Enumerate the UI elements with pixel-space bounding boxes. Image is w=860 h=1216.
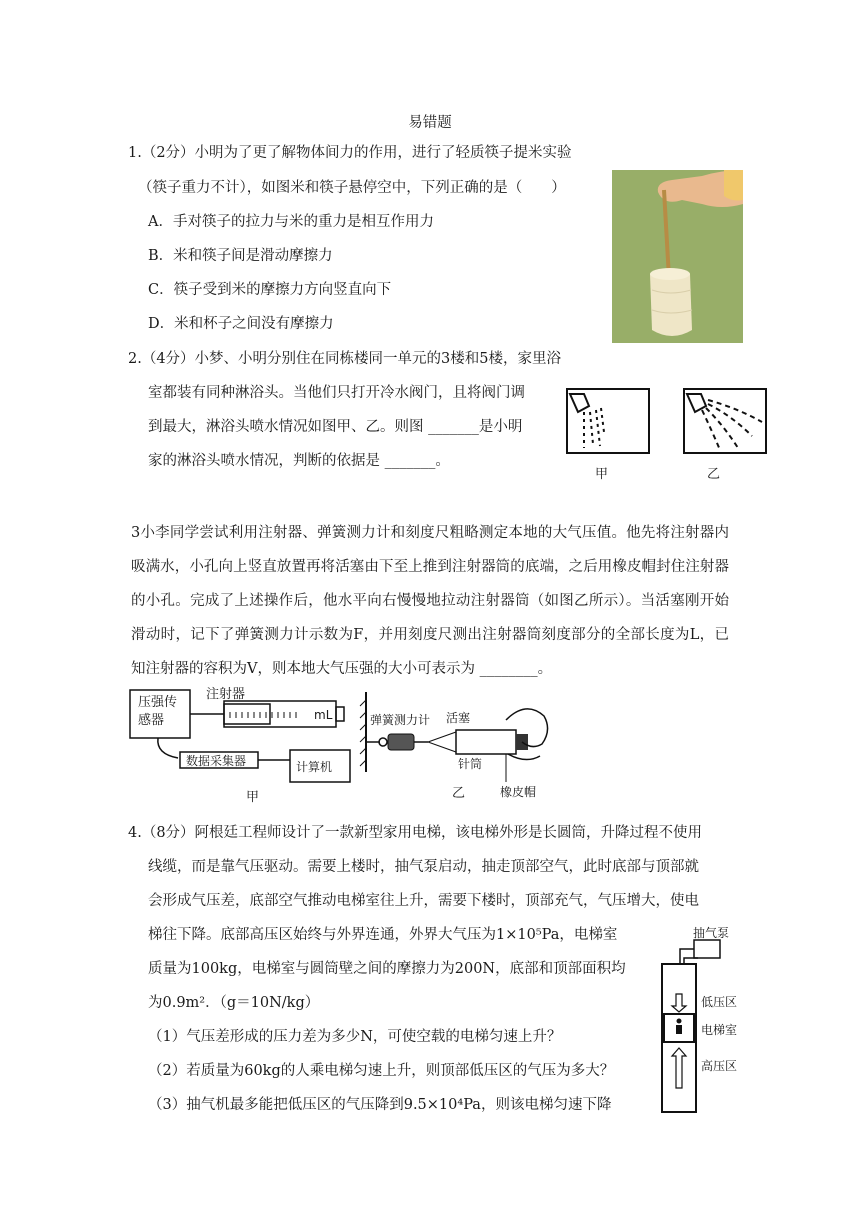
- syringe-label: 注射器: [206, 687, 246, 702]
- page-title: 易错题: [408, 115, 452, 131]
- chopstick-rice-photo: [612, 170, 743, 343]
- barrel-label: 针筒: [458, 757, 483, 771]
- spring-scale-label: 弹簧测力计: [370, 713, 431, 727]
- q2-line3: 到最大，淋浴头喷水情况如图甲、乙。则图 _______是小明: [148, 419, 523, 435]
- q4-sub3: （3）抽气机最多能把低压区的气压降到9.5×10⁴Pa，则该电梯匀速下降: [148, 1097, 612, 1113]
- pump-label: 抽气泵: [693, 926, 730, 940]
- data-collector-label: 数据采集器: [186, 754, 247, 768]
- fig-yi-label: 乙: [452, 786, 466, 801]
- fig-jia-label: 甲: [246, 790, 260, 805]
- computer-label: 计算机: [296, 760, 333, 774]
- ml-unit-label: mL: [314, 708, 333, 722]
- q1-stem-line2: （筷子重力不计），如图米和筷子悬停空中，下列正确的是（ ）: [138, 180, 566, 196]
- q2-line4: 家的淋浴头喷水情况，判断的依据是 _______。: [148, 453, 450, 469]
- q1-stem-line1: 1.（2分）小明为了更了解物体间力的作用，进行了轻质筷子提米实验: [128, 145, 572, 161]
- q1-option-d: D．米和杯子之间没有摩擦力: [148, 316, 334, 332]
- q2-line1: 2.（4分）小梦、小明分别住在同栋楼同一单元的3楼和5楼，家里浴: [128, 351, 562, 367]
- syringe-spring-figure: [356, 690, 556, 802]
- shower-label-jia: 甲: [595, 467, 609, 482]
- q4-line6: 为0.9m²．（g＝10N/kg）: [148, 995, 320, 1011]
- piston-label: 活塞: [446, 711, 471, 725]
- q4-line5: 质量为100kg，电梯室与圆筒壁之间的摩擦力为200N，底部和顶部面积均: [148, 961, 626, 977]
- elevator-figure: [652, 920, 752, 1120]
- low-pressure-label: 低压区: [701, 995, 738, 1009]
- shower-figure: [562, 386, 767, 486]
- rubber-cap-label: 橡皮帽: [500, 785, 537, 799]
- q1-option-c: C．筷子受到米的摩擦力方向竖直向下: [148, 282, 392, 298]
- high-pressure-label: 高压区: [701, 1059, 738, 1073]
- q4-line4: 梯往下降。底部高压区始终与外界连通，外界大气压为1×10⁵Pa，电梯室: [148, 927, 618, 943]
- q4-line1: 4.（8分）阿根廷工程师设计了一款新型家用电梯，该电梯外形是长圆筒，升降过程不使用: [128, 825, 703, 841]
- pressure-sensor-label: 压强传感器: [138, 695, 178, 728]
- q1-option-b: B．米和筷子间是滑动摩擦力: [148, 248, 333, 264]
- q4-line3: 会形成气压差，底部空气推动电梯室往上升，需要下楼时，顶部充气，气压增大，使电: [148, 893, 699, 909]
- q1-option-a: A．手对筷子的拉力与米的重力是相互作用力: [148, 214, 434, 230]
- syringe-sensor-figure: [128, 688, 356, 810]
- q4-sub2: （2）若质量为60kg的人乘电梯匀速上升，则顶部低压区的气压为多大？: [148, 1063, 615, 1079]
- elevator-room-label: 电梯室: [701, 1023, 738, 1037]
- q2-line2: 室都装有同种淋浴头。当他们只打开冷水阀门，且将阀门调: [148, 385, 525, 401]
- q4-sub1: （1）气压差形成的压力差为多少N，可使空载的电梯匀速上升？: [148, 1029, 562, 1045]
- q4-line2: 线缆，而是靠气压驱动。需要上楼时，抽气泵启动，抽走顶部空气，此时底部与顶部就: [148, 859, 699, 875]
- q3-paragraph: 3小李同学尝试利用注射器、弹簧测力计和刻度尺粗略测定本地的大气压值。他先将注射器内吸满水，小孔向上竖直放置再将活塞由下至上推到注射器筒的底端，之后用橡皮帽封住注射器的小孔。完成了上述操作后，他水平向右慢慢地拉动注射器筒（如图乙所示）。当活塞刚开始滑动时，记下了弹簧测力计示数为F，并用刻度尺测出注射器筒刻度部分的全部长度为L，已知注射器的容积为V，则本地大气压强的大小可表示为 ________。: [131, 525, 729, 677]
- shower-label-yi: 乙: [707, 467, 721, 482]
